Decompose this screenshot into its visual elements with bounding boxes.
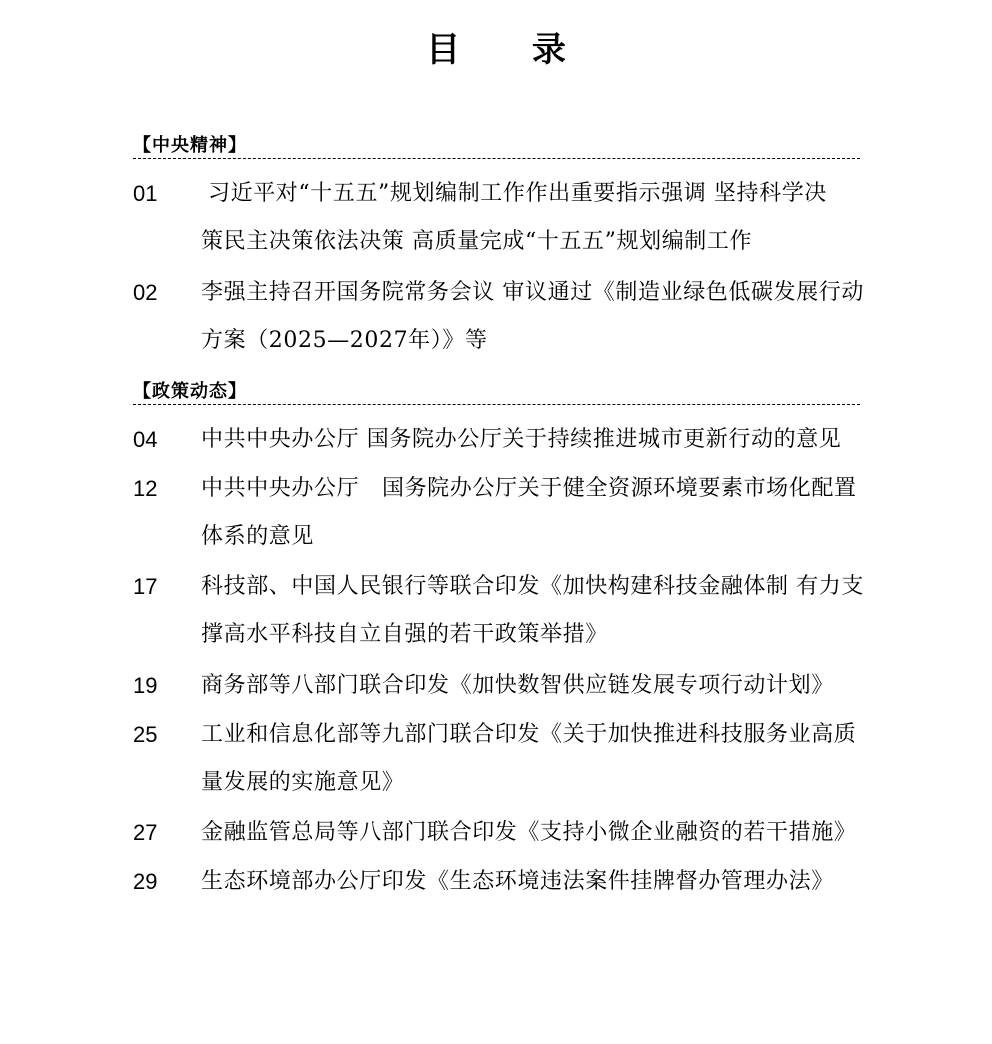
page-number: 04	[133, 427, 158, 452]
entry-title-line: 中共中央办公厅 国务院办公厅关于健全资源环境要素市场化配置	[201, 476, 857, 501]
entry-title-line: 工业和信息化部等九部门联合印发《关于加快推进科技服务业高质	[201, 722, 857, 747]
section-heading-label: 【中央精神】	[133, 135, 247, 156]
section-heading-central	[133, 132, 860, 159]
page-number: 02	[133, 280, 158, 305]
page-number: 29	[133, 869, 158, 894]
page-number: 25	[133, 722, 158, 747]
entry-title-line: 方案（2025—2027年）》等	[201, 328, 488, 353]
page-number: 12	[133, 476, 158, 501]
page-number: 17	[133, 574, 158, 599]
section-heading-label: 【政策动态】	[133, 381, 247, 402]
entry-title-line: 中共中央办公厅 国务院办公厅关于持续推进城市更新行动的意见	[201, 427, 842, 452]
entry-title-line: 生态环境部办公厅印发《生态环境违法案件挂牌督办管理办法》	[201, 869, 834, 894]
entry-title-line: 金融监管总局等八部门联合印发《支持小微企业融资的若干措施》	[201, 820, 857, 845]
entry-title-line: 商务部等八部门联合印发《加快数智供应链发展专项行动计划》	[201, 673, 834, 698]
entry-title-line: 策民主决策依法决策 高质量完成“十五五”规划编制工作	[201, 229, 753, 254]
entry-title-line: 习近平对“十五五”规划编制工作作出重要指示强调 坚持科学决	[208, 181, 827, 206]
entry-title-line: 体系的意见	[201, 524, 315, 549]
page-title: 目 录	[426, 30, 596, 70]
page-number: 19	[133, 673, 158, 698]
page-number: 27	[133, 820, 158, 845]
entry-title-line: 李强主持召开国务院常务会议 审议通过《制造业绿色低碳发展行动	[201, 280, 864, 305]
page-number: 01	[133, 181, 158, 206]
entry-title-line: 量发展的实施意见》	[201, 770, 405, 795]
entry-title-line: 科技部、中国人民银行等联合印发《加快构建科技金融体制 有力支	[201, 574, 864, 599]
entry-title-line: 撑高水平科技自立自强的若干政策举措》	[201, 622, 608, 647]
section-heading-policy	[133, 378, 860, 405]
